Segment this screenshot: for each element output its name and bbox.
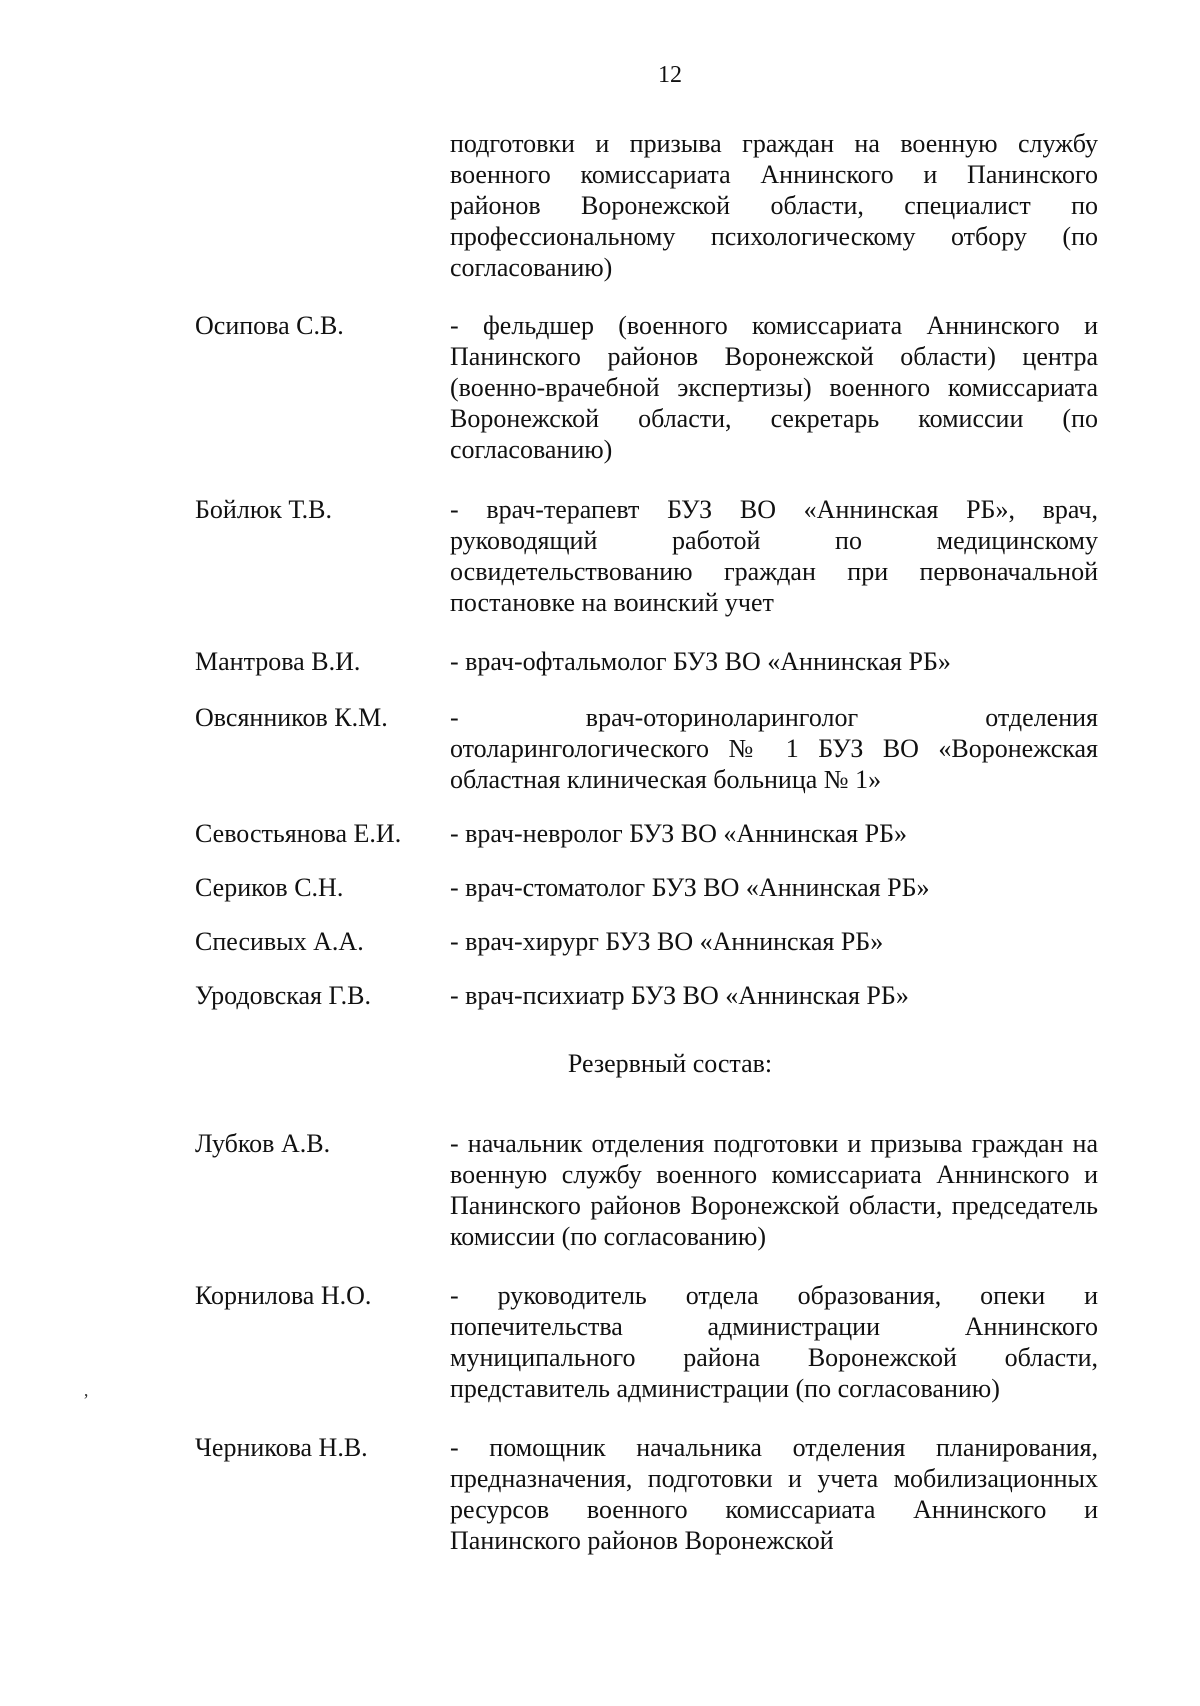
member-role: - врач-терапевт БУЗ ВО «Аннинская РБ», врач, руководящий работой по медицинскому освидетельствованию граждан при первоначальной постановке на воинский учет (450, 495, 1098, 617)
member-role: - врач-офтальмолог БУЗ ВО «Аннинская РБ» (450, 647, 951, 676)
member-name: Мантрова В.И. (195, 647, 361, 676)
member-name: Бойлюк Т.В. (195, 495, 332, 524)
member-name: Корнилова Н.О. (195, 1281, 372, 1310)
member-role: - руководитель отдела образования, опеки и попечительства администрации Аннинского муниципального района Воронежской области, представитель администрации (по согласованию) (450, 1281, 1098, 1403)
member-name: Сериков С.Н. (195, 873, 344, 902)
member-name: Осипова С.В. (195, 311, 344, 340)
member-role: - помощник начальника отделения планирования, предназначения, подготовки и учета мобилизационных ресурсов военного комиссариата Аннинского и Панинского районов Воронежской (450, 1433, 1098, 1555)
member-role: - начальник отделения подготовки и призыва граждан на военную службу военного комиссариата Аннинского и Панинского районов Воронежской области, председатель комиссии (по согласованию) (450, 1129, 1098, 1251)
member-name: Уродовская Г.В. (195, 981, 371, 1010)
member-name: Спесивых А.А. (195, 927, 364, 956)
reserve-section-title: Резервный состав: (567, 1049, 773, 1078)
page-number: 12 (658, 62, 682, 88)
member-name: Севостьянова Е.И. (195, 819, 402, 848)
member-role: - фельдшер (военного комиссариата Аннинского и Панинского районов Воронежской области) центра (военно-врачебной экспертизы) военного комиссариата Воронежской области, секретарь комиссии (по согласованию) (450, 311, 1098, 464)
member-role: - врач-хирург БУЗ ВО «Аннинская РБ» (450, 927, 884, 956)
member-role: - врач-невролог БУЗ ВО «Аннинская РБ» (450, 819, 908, 848)
stray-mark: ʼ (83, 1390, 89, 1410)
member-role: - врач-психиатр БУЗ ВО «Аннинская РБ» (450, 981, 909, 1010)
member-role: - врач-оториноларинголог отделения отоларингологического № 1 БУЗ ВО «Воронежская областная клиническая больница № 1» (450, 703, 1098, 794)
member-name: Овсянников К.М. (195, 703, 388, 732)
member-name: Лубков А.В. (195, 1129, 331, 1158)
member-role: - врач-стоматолог БУЗ ВО «Аннинская РБ» (450, 873, 930, 902)
intro-paragraph: подготовки и призыва граждан на военную службу военного комиссариата Аннинского и Панинского районов Воронежской области, специалист по профессиональному психологическому отбору (по согласованию) (450, 129, 1098, 282)
member-name: Черникова Н.В. (195, 1433, 368, 1462)
